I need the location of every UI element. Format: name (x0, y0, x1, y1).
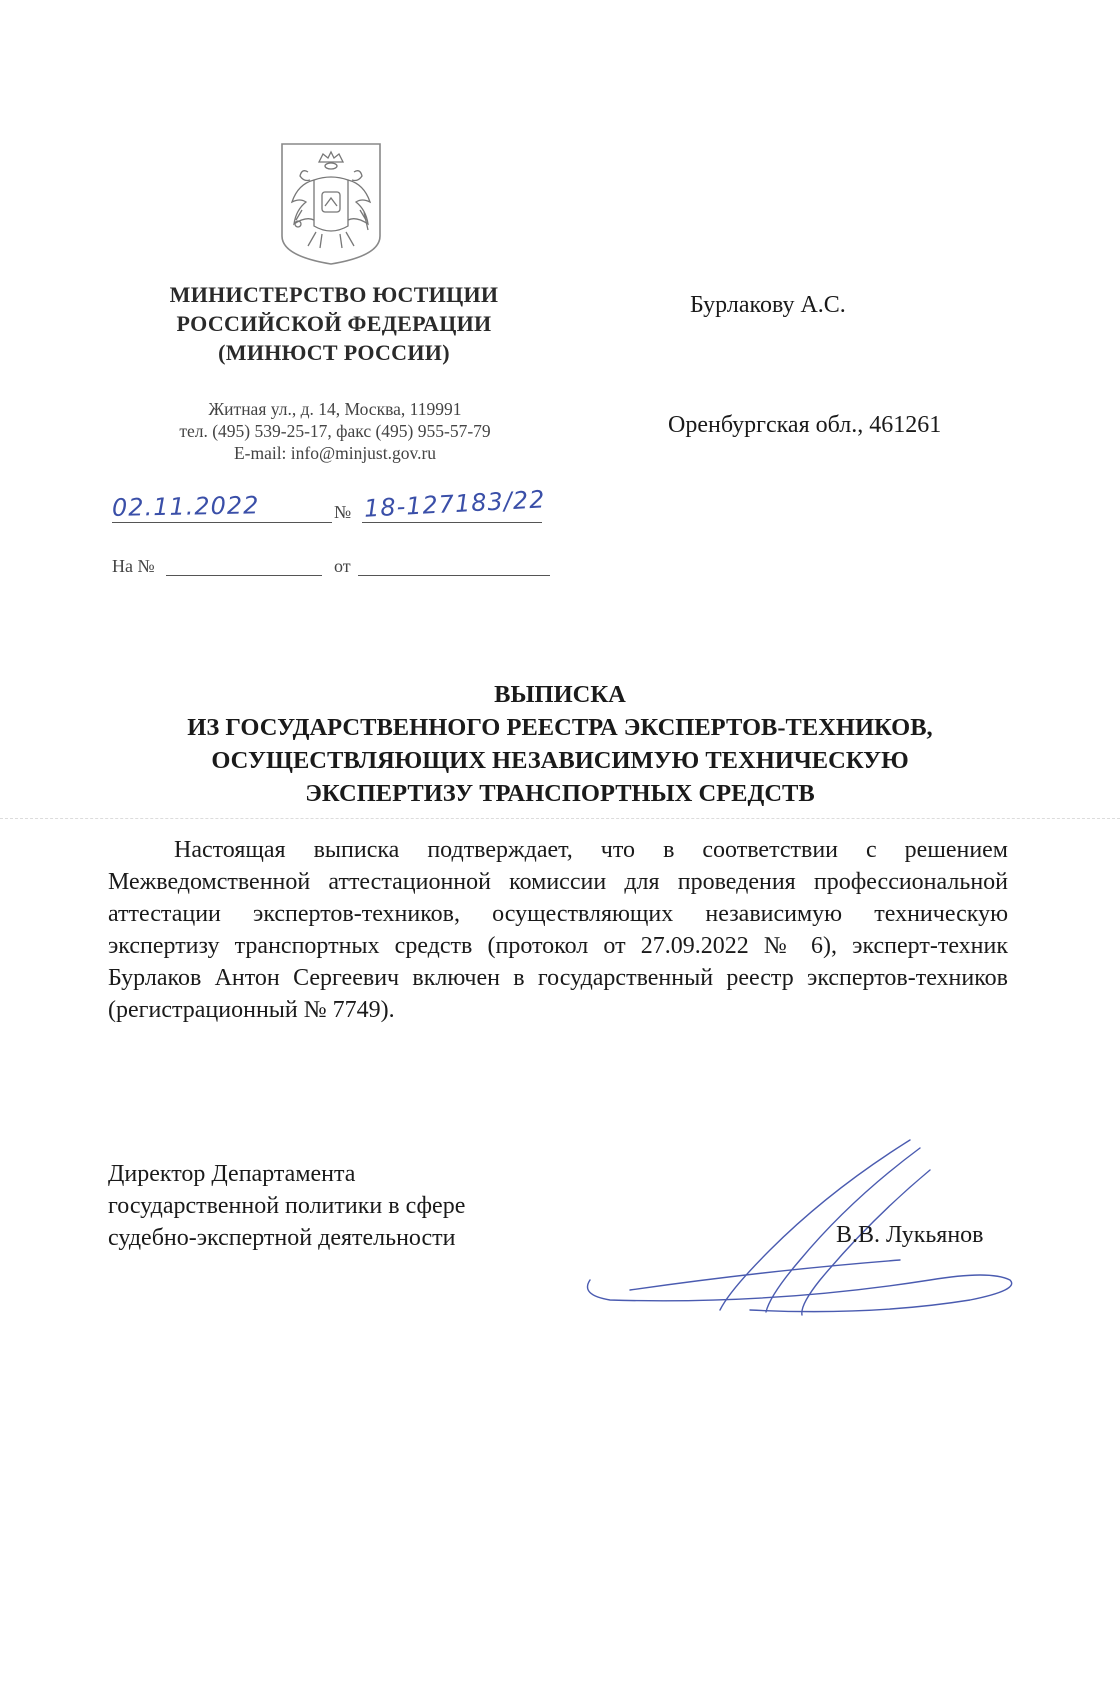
title-line: ЭКСПЕРТИЗУ ТРАНСПОРТНЫХ СРЕДСТВ (305, 780, 815, 807)
registration-line (111, 485, 582, 530)
document-title (80, 678, 1040, 810)
number-underline (362, 522, 542, 523)
organization-name (140, 280, 528, 367)
addressee-region: Оренбургская обл., 461261 (668, 412, 942, 438)
registration-number-label: № (334, 502, 352, 522)
reply-number-label: На № (112, 556, 155, 576)
date-underline (112, 522, 332, 523)
paper-fold-line (0, 818, 1120, 819)
org-line: МИНИСТЕРСТВО ЮСТИЦИИ (169, 282, 499, 307)
reply-date-blank (358, 575, 550, 576)
registration-number: 18-127183/22 (363, 485, 547, 523)
title-line: ВЫПИСКА (494, 681, 626, 708)
registration-date: 02.11.2022 (111, 491, 260, 522)
org-line: (МИНЮСТ РОССИИ) (218, 340, 450, 365)
signer-name: В.В. Лукьянов (836, 1222, 984, 1248)
position-line: государственной политики в сфере (108, 1193, 466, 1219)
position-line: судебно-экспертной деятельности (108, 1225, 456, 1251)
title-line: ИЗ ГОСУДАРСТВЕННОГО РЕЕСТРА ЭКСПЕРТОВ-ТЕХНИКОВ, (187, 714, 933, 741)
body-paragraph: Настоящая выписка подтверждает, что в соответствии с решением Межведомственной аттестационной комиссии для проведения профессиональной аттестации экспертов-техников, осуществляющих независимую техническую экспертизу транспортных средств (протокол от 27.09.2022 № 6), эксперт-техник Бурлаков Антон Сергеевич включен в государственный реестр экспертов-техников (регистрационный № 7749). (108, 837, 1008, 1023)
org-address: Житная ул., д. 14, Москва, 119991 (208, 399, 462, 419)
coat-of-arms-emblem (278, 140, 384, 268)
org-phone: тел. (495) 539-25-17, факс (495) 955-57-79 (179, 421, 491, 441)
title-line: ОСУЩЕСТВЛЯЮЩИХ НЕЗАВИСИМУЮ ТЕХНИЧЕСКУЮ (211, 747, 909, 774)
signer-position (108, 1158, 465, 1254)
position-line: Директор Департамента (108, 1161, 356, 1187)
org-line: РОССИЙСКОЙ ФЕДЕРАЦИИ (176, 311, 492, 336)
addressee-name: Бурлакову А.С. (690, 292, 846, 318)
reply-reference-line (112, 556, 572, 586)
organization-contacts (110, 398, 560, 464)
reply-number-blank (166, 575, 322, 576)
org-email: E-mail: info@minjust.gov.ru (233, 443, 437, 463)
reply-date-label: от (334, 556, 351, 576)
